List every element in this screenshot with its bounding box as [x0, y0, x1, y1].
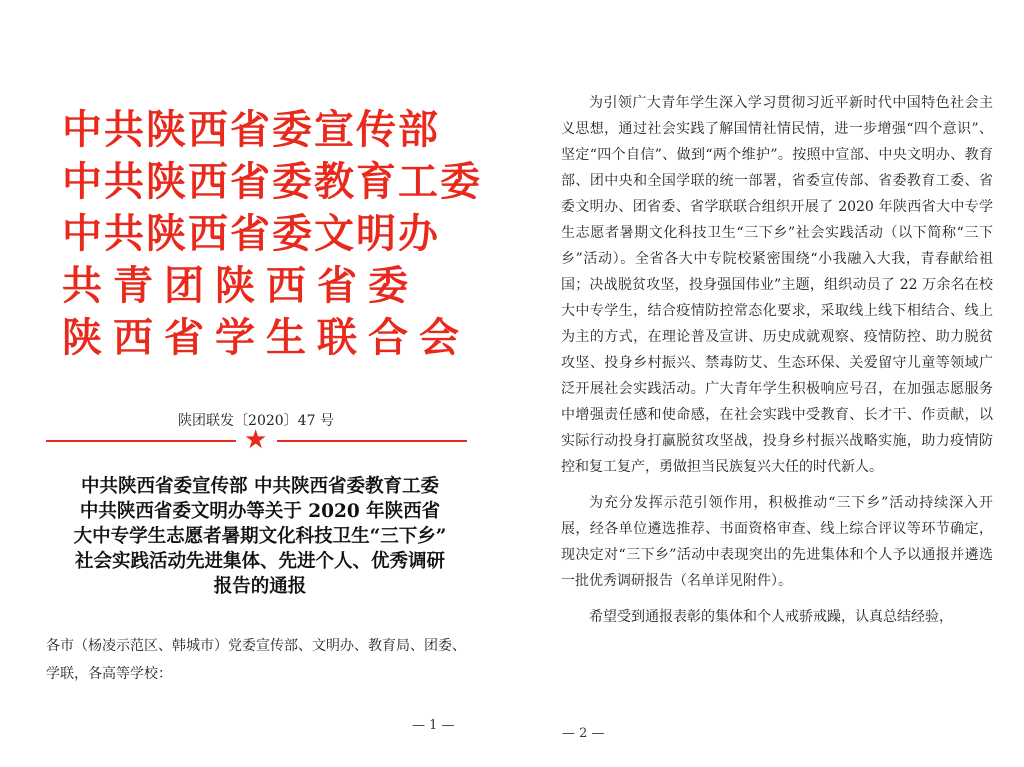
title-line: 报告的通报 — [213, 576, 307, 597]
title-line: 大中专学生志愿者暑期文化科技卫生“三下乡” — [73, 526, 447, 547]
paragraph: 为充分发挥示范引领作用，积极推动“三下乡”活动持续深入开展，经各单位遴选推荐、书面资格审查、线上综合评议等环节确定，现决定对“三下乡”活动中表现突出的先进集体和个人予以通报并遴选一批优秀调研报告（名单详见附件）。 — [561, 495, 993, 589]
notice-title — [30, 474, 490, 599]
header-line: 共青团陕西省委 — [62, 263, 419, 309]
red-divider-left — [46, 440, 236, 442]
header-line: 中共陕西省委宣传部 — [62, 107, 440, 153]
document-number: 陕团联发〔2020〕47 号 — [178, 413, 334, 429]
header-line: 陕西省学生联合会 — [62, 315, 470, 361]
header-line: 中共陕西省委教育工委 — [62, 159, 482, 205]
page-number: — 1 — — [412, 718, 455, 733]
title-line: 社会实践活动先进集体、先进个人、优秀调研 — [74, 551, 445, 572]
page-number: — 2 — — [562, 726, 605, 741]
title-line: 中共陕西省委宣传部 中共陕西省委教育工委 — [81, 476, 439, 497]
title-line: 中共陕西省委文明办等关于 2020 年陕西省 — [79, 501, 441, 522]
paragraph: 希望受到通报表彰的集体和个人戒骄戒躁，认真总结经验， — [589, 609, 953, 625]
right-page — [512, 0, 1024, 767]
red-divider-right — [277, 440, 467, 442]
header-line: 中共陕西省委文明办 — [62, 211, 440, 257]
issuing-authorities-header — [62, 104, 482, 364]
body-text — [561, 90, 993, 640]
addressee: 各市（杨凌示范区、韩城市）党委宣传部、文明办、教育局、团委、学联，各高等学校： — [46, 638, 466, 682]
paragraph: 为引领广大青年学生深入学习贯彻习近平新时代中国特色社会主义思想，通过社会实践了解国情社情民情，进一步增强“四个意识”、坚定“四个自信”、做到“两个维护”。按照中宣部、中央文明办、教育部、团中央和全国学联的统一部署，省委宣传部、省委教育工委、省委文明办、团省委、省学联联合组织开展了 2020 年陕西省大中专学生志愿者暑期文化科技卫生“三下乡”社会实践活动（以下简称“三下乡”活动）。全省各大中专院校紧密围绕“小我融入大我，青春献给祖国；决战脱贫攻坚，投身强国伟业”主题，组织动员了 22 万余名在校大中专学生，结合疫情防控常态化要求，采取线上线下相结合、线上为主的方式，在理论普及宣讲、历史成就观察、疫情防控、助力脱贫攻坚、投身乡村振兴、禁毒防艾、生态环保、关爱留守儿童等领域广泛开展社会实践活动。广大青年学生积极响应号召，在加强志愿服务中增强责任感和使命感，在社会实践中受教育、长才干、作贡献，以实际行动投身打赢脱贫攻坚战，投身乡村振兴战略实施，助力疫情防控和复工复产，勇做担当民族复兴大任的时代新人。 — [561, 95, 993, 475]
red-star-icon: ★ — [244, 425, 268, 455]
